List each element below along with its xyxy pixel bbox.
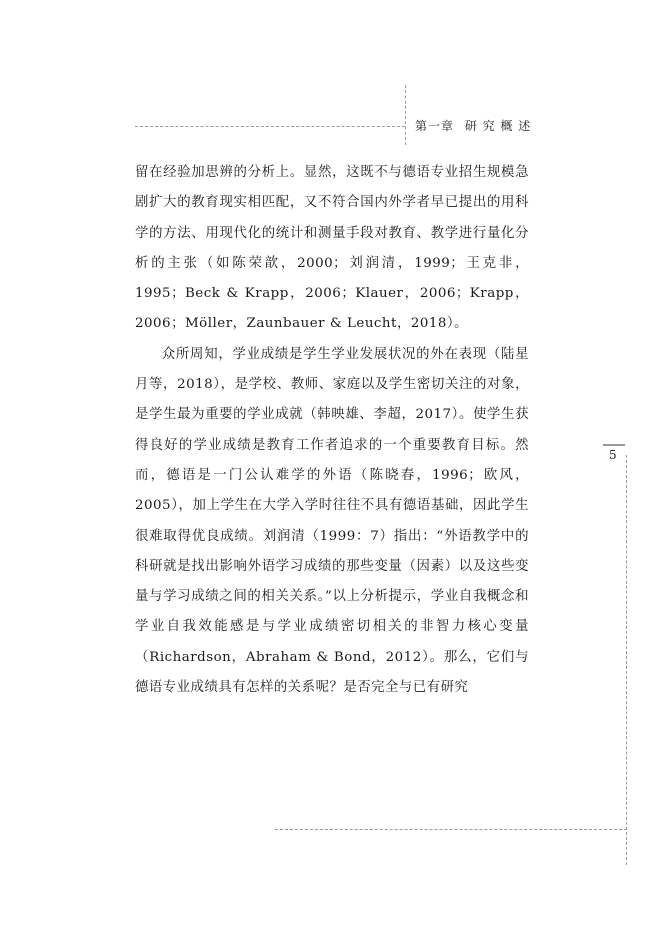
chapter-title: 研 究 概 述 bbox=[464, 119, 532, 133]
right-margin-dashed-line bbox=[626, 455, 627, 865]
chapter-label: 第一章 bbox=[415, 119, 455, 133]
page-number-rule bbox=[603, 444, 625, 446]
page-number: 5 bbox=[609, 448, 617, 462]
footer-dashed-rule bbox=[275, 829, 627, 830]
paragraph-1: 留在经验加思辨的分析上。显然，这既不与德语专业招生规模急剧扩大的教育现实相匹配，又不符合国内外学者早已提出的用科学的方法、用现代化的统计和测量手段对教育、教学进行量化分析的主张（如陈荣歆，2000；刘润清，1999；王克非，1995；Beck & Krapp，2006；Klauer，2006；Krapp，2006；Möller，Zaunbauer & Leucht，2018）。 bbox=[135, 165, 529, 332]
header-vertical-divider bbox=[405, 85, 406, 145]
paragraph-2: 众所周知，学业成绩是学生学业发展状况的外在表现（陆星月等，2018），是学校、教师、家庭以及学生密切关注的对象，是学生最为重要的学业成就（韩映雄、李超，2017）。使学生获得良好的学业成绩是教育工作者追求的一个重要教育目标。然而，德语是一门公认难学的外语（陈晓春，1996；欧风，2005），加上学生在大学入学时往往不具有德语基础，因此学生很难取得优良成绩。刘润清（1999：7）指出：“外语教学中的科研就是找出影响外语学习成绩的那些变量（因素）以及这些变量与学习成绩之间的相关关系。”以上分析提示，学业自我概念和学业自我效能感是与学业成绩密切相关的非智力核心变量（Richardson，Abraham & Bond，2012）。那么，它们与德语专业成绩具有怎样的关系呢？是否完全与已有研究 bbox=[135, 346, 529, 696]
body-text bbox=[135, 158, 529, 703]
running-header bbox=[415, 117, 537, 134]
header-dashed-rule bbox=[135, 126, 405, 127]
